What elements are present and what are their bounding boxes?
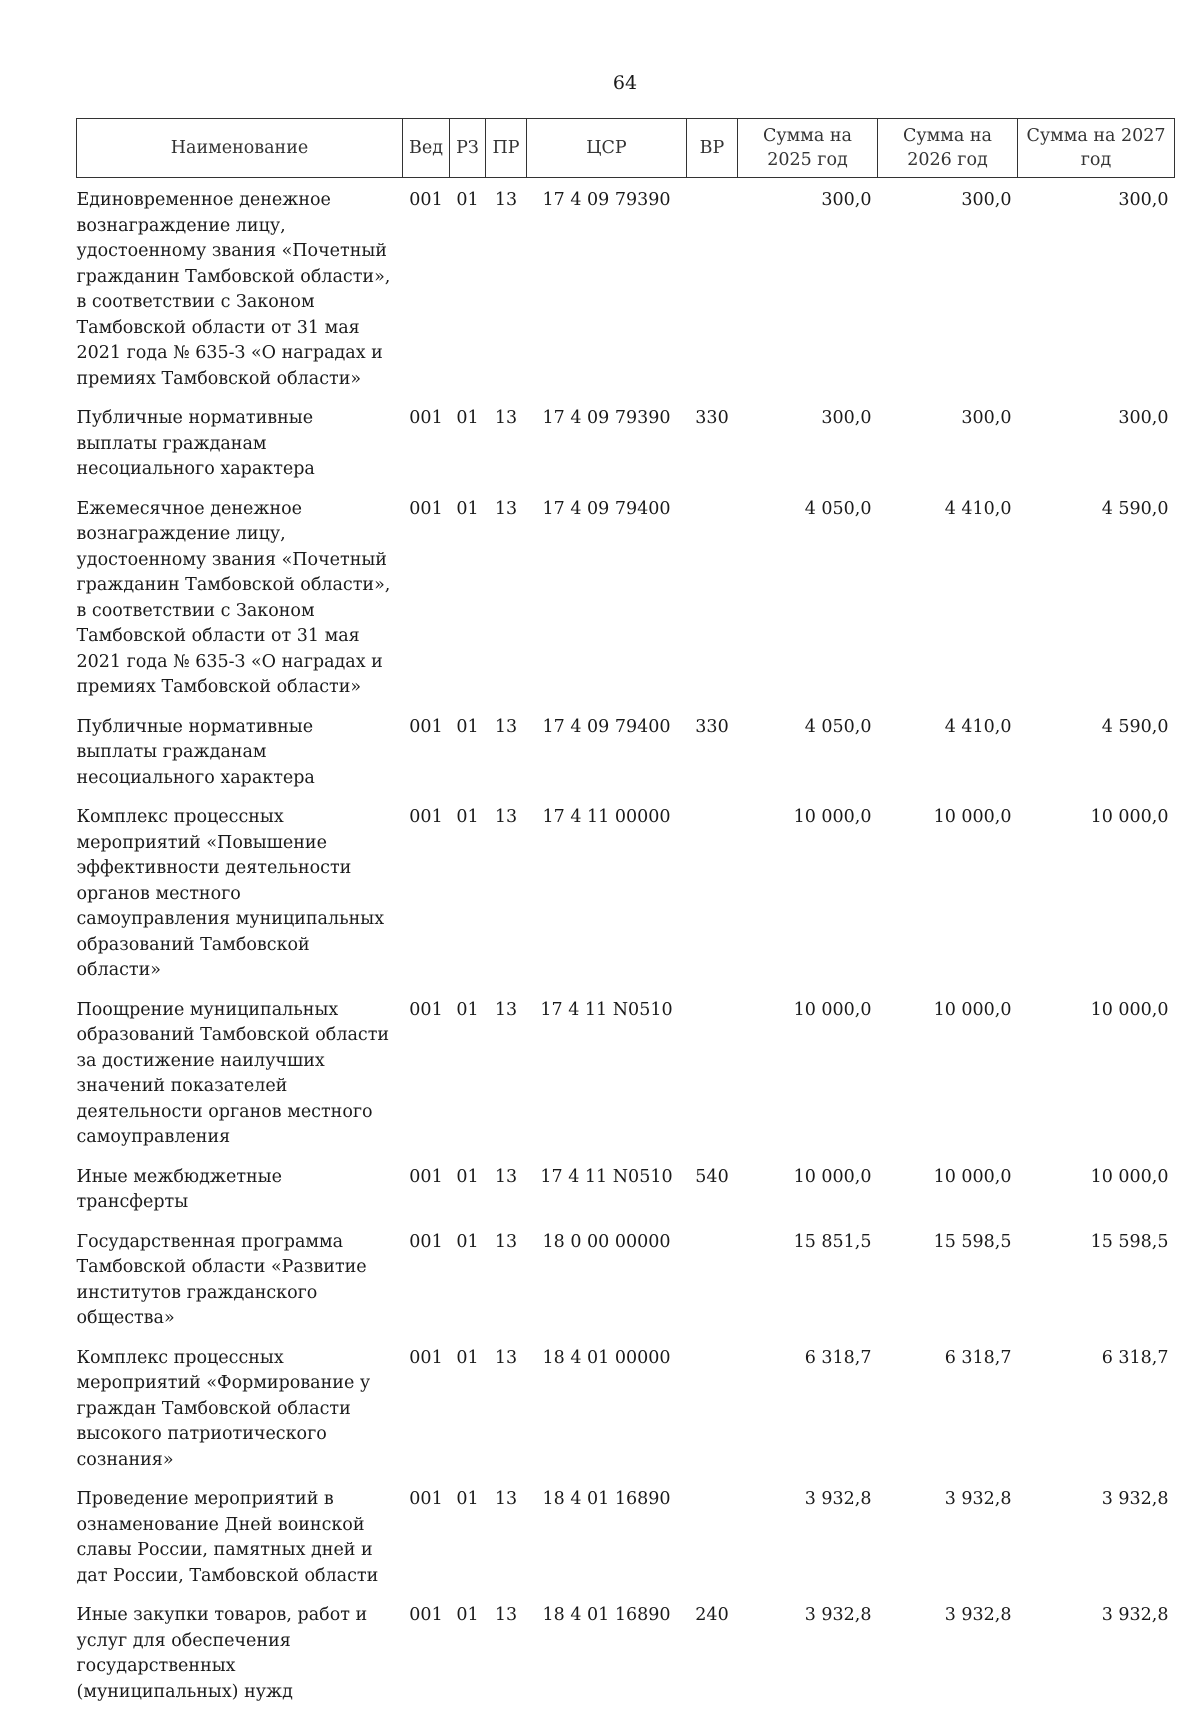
cell-csr: 18 4 01 00000 — [527, 1346, 687, 1488]
cell-sum-2027: 4 590,0 — [1018, 715, 1175, 806]
cell-sum-2027: 3 932,8 — [1018, 1603, 1175, 1719]
cell-sum-2026: 15 598,5 — [878, 1230, 1018, 1346]
cell-sum-2026: 300,0 — [878, 178, 1018, 407]
cell-sum-2027: 15 598,5 — [1018, 1230, 1175, 1346]
cell-ved: 001 — [403, 406, 450, 497]
cell-sum-2026: 3 932,8 — [878, 1487, 1018, 1603]
cell-vr — [687, 497, 738, 715]
cell-sum-2025: 300,0 — [738, 406, 878, 497]
table-row — [77, 497, 1175, 715]
cell-sum-2025: 10 000,0 — [738, 805, 878, 998]
cell-rz: 01 — [450, 1165, 486, 1230]
header-ved: Вед — [403, 119, 450, 178]
cell-ved: 001 — [403, 178, 450, 407]
cell-vr — [687, 998, 738, 1165]
cell-sum-2025: 6 318,7 — [738, 1346, 878, 1488]
cell-pr: 13 — [486, 406, 527, 497]
cell-rz: 01 — [450, 715, 486, 806]
cell-ved: 001 — [403, 1230, 450, 1346]
cell-csr: 17 4 11 N0510 — [527, 1165, 687, 1230]
cell-rz: 01 — [450, 1487, 486, 1603]
table-row — [77, 805, 1175, 998]
cell-rz: 01 — [450, 497, 486, 715]
cell-ved: 001 — [403, 497, 450, 715]
cell-sum-2027: 10 000,0 — [1018, 1165, 1175, 1230]
cell-pr: 13 — [486, 715, 527, 806]
cell-pr: 13 — [486, 497, 527, 715]
cell-sum-2027: 10 000,0 — [1018, 805, 1175, 998]
cell-name: Комплекс процессных мероприятий «Формирование у граждан Тамбовской области высокого патриотического сознания» — [77, 1346, 403, 1488]
cell-name: Иные межбюджетные трансферты — [77, 1165, 403, 1230]
cell-sum-2026: 6 318,7 — [878, 1346, 1018, 1488]
cell-ved: 001 — [403, 1346, 450, 1488]
cell-sum-2026: 4 410,0 — [878, 715, 1018, 806]
cell-vr: 240 — [687, 1603, 738, 1719]
table-body — [77, 178, 1175, 1719]
cell-name: Поощрение муниципальных образований Тамбовской области за достижение наилучших значений показателей деятельности органов местного самоуправления — [77, 998, 403, 1165]
header-rz: РЗ — [450, 119, 486, 178]
table-row — [77, 1230, 1175, 1346]
cell-sum-2025: 4 050,0 — [738, 715, 878, 806]
cell-name: Единовременное денежное вознаграждение лицу, удостоенному звания «Почетный гражданин Тамбовской области», в соответствии с Законом Тамбовской области от 31 мая 2021 года № 635-З «О наградах и премиях Тамбовской области» — [77, 178, 403, 407]
cell-vr: 330 — [687, 406, 738, 497]
cell-name: Публичные нормативные выплаты гражданам несоциального характера — [77, 406, 403, 497]
cell-vr — [687, 805, 738, 998]
cell-pr: 13 — [486, 1230, 527, 1346]
cell-rz: 01 — [450, 998, 486, 1165]
cell-sum-2025: 10 000,0 — [738, 1165, 878, 1230]
cell-rz: 01 — [450, 1346, 486, 1488]
header-vr: ВР — [687, 119, 738, 178]
cell-sum-2025: 300,0 — [738, 178, 878, 407]
cell-name: Публичные нормативные выплаты гражданам несоциального характера — [77, 715, 403, 806]
cell-ved: 001 — [403, 715, 450, 806]
cell-sum-2026: 3 932,8 — [878, 1603, 1018, 1719]
cell-ved: 001 — [403, 805, 450, 998]
table-row — [77, 1165, 1175, 1230]
cell-sum-2026: 4 410,0 — [878, 497, 1018, 715]
cell-sum-2026: 10 000,0 — [878, 805, 1018, 998]
cell-name: Комплекс процессных мероприятий «Повышение эффективности деятельности органов местного самоуправления муниципальных образований Тамбовской области» — [77, 805, 403, 998]
header-name: Наименование — [77, 119, 403, 178]
cell-sum-2026: 300,0 — [878, 406, 1018, 497]
cell-rz: 01 — [450, 406, 486, 497]
cell-sum-2025: 3 932,8 — [738, 1487, 878, 1603]
header-csr: ЦСР — [527, 119, 687, 178]
cell-name: Иные закупки товаров, работ и услуг для обеспечения государственных (муниципальных) нужд — [77, 1603, 403, 1719]
cell-pr: 13 — [486, 1603, 527, 1719]
cell-vr — [687, 178, 738, 407]
header-sum-2026: Сумма на 2026 год — [878, 119, 1018, 178]
cell-pr: 13 — [486, 805, 527, 998]
cell-csr: 17 4 09 79390 — [527, 178, 687, 407]
table-row — [77, 1487, 1175, 1603]
cell-pr: 13 — [486, 1346, 527, 1488]
budget-table — [76, 118, 1175, 1719]
cell-rz: 01 — [450, 1230, 486, 1346]
cell-sum-2027: 10 000,0 — [1018, 998, 1175, 1165]
header-sum-2027: Сумма на 2027 год — [1018, 119, 1175, 178]
table-row — [77, 1603, 1175, 1719]
cell-csr: 17 4 09 79390 — [527, 406, 687, 497]
cell-name: Государственная программа Тамбовской области «Развитие институтов гражданского общества» — [77, 1230, 403, 1346]
cell-sum-2025: 4 050,0 — [738, 497, 878, 715]
cell-ved: 001 — [403, 998, 450, 1165]
cell-sum-2025: 3 932,8 — [738, 1603, 878, 1719]
cell-sum-2027: 300,0 — [1018, 406, 1175, 497]
cell-pr: 13 — [486, 998, 527, 1165]
cell-csr: 17 4 09 79400 — [527, 715, 687, 806]
cell-pr: 13 — [486, 178, 527, 407]
cell-sum-2027: 4 590,0 — [1018, 497, 1175, 715]
table-row — [77, 406, 1175, 497]
page-number: 64 — [0, 72, 1200, 94]
cell-ved: 001 — [403, 1603, 450, 1719]
table-row — [77, 998, 1175, 1165]
cell-pr: 13 — [486, 1487, 527, 1603]
cell-rz: 01 — [450, 805, 486, 998]
cell-rz: 01 — [450, 1603, 486, 1719]
cell-pr: 13 — [486, 1165, 527, 1230]
table-row — [77, 1346, 1175, 1488]
cell-vr — [687, 1230, 738, 1346]
cell-csr: 18 4 01 16890 — [527, 1487, 687, 1603]
cell-vr — [687, 1487, 738, 1603]
cell-csr: 18 0 00 00000 — [527, 1230, 687, 1346]
cell-rz: 01 — [450, 178, 486, 407]
cell-vr — [687, 1346, 738, 1488]
cell-sum-2025: 10 000,0 — [738, 998, 878, 1165]
cell-sum-2025: 15 851,5 — [738, 1230, 878, 1346]
cell-csr: 17 4 11 N0510 — [527, 998, 687, 1165]
table-row — [77, 178, 1175, 407]
cell-name: Проведение мероприятий в ознаменование Дней воинской славы России, памятных дней и дат России, Тамбовской области — [77, 1487, 403, 1603]
header-pr: ПР — [486, 119, 527, 178]
cell-csr: 18 4 01 16890 — [527, 1603, 687, 1719]
table-header — [77, 119, 1175, 178]
cell-sum-2027: 6 318,7 — [1018, 1346, 1175, 1488]
cell-ved: 001 — [403, 1487, 450, 1603]
header-sum-2025: Сумма на 2025 год — [738, 119, 878, 178]
cell-sum-2026: 10 000,0 — [878, 1165, 1018, 1230]
cell-sum-2027: 300,0 — [1018, 178, 1175, 407]
cell-ved: 001 — [403, 1165, 450, 1230]
cell-csr: 17 4 11 00000 — [527, 805, 687, 998]
cell-sum-2026: 10 000,0 — [878, 998, 1018, 1165]
table-row — [77, 715, 1175, 806]
cell-vr: 540 — [687, 1165, 738, 1230]
cell-sum-2027: 3 932,8 — [1018, 1487, 1175, 1603]
cell-vr: 330 — [687, 715, 738, 806]
cell-name: Ежемесячное денежное вознаграждение лицу, удостоенному звания «Почетный гражданин Тамбовской области», в соответствии с Законом Тамбовской области от 31 мая 2021 года № 635-З «О наградах и премиях Тамбовской области» — [77, 497, 403, 715]
cell-csr: 17 4 09 79400 — [527, 497, 687, 715]
